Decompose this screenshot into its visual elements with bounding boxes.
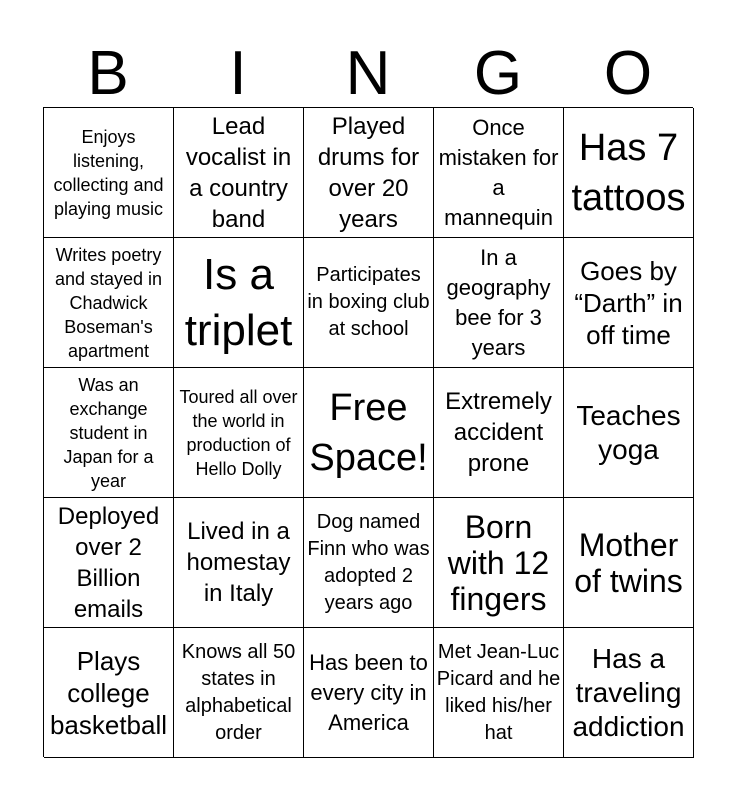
cell-text: Extremely accident prone bbox=[445, 388, 552, 477]
cell-text: Mother of twins bbox=[574, 526, 683, 599]
bingo-cell[interactable] bbox=[174, 628, 304, 758]
bingo-cell[interactable] bbox=[434, 108, 564, 238]
bingo-cell[interactable] bbox=[564, 368, 694, 498]
header-letter-o: O bbox=[603, 39, 653, 108]
header-letter-b: B bbox=[87, 39, 129, 108]
bingo-cell[interactable] bbox=[564, 108, 694, 238]
cell-text: Met Jean-Luc Picard and he liked his/her hat bbox=[436, 640, 561, 744]
cell-text: Has 7 tattoos bbox=[571, 126, 686, 219]
bingo-cell[interactable] bbox=[304, 108, 434, 238]
bingo-cell[interactable] bbox=[434, 238, 564, 368]
cell-text: Has a traveling addiction bbox=[572, 642, 685, 742]
cell-text: Played drums for over 20 years bbox=[317, 112, 420, 233]
bingo-cell[interactable] bbox=[564, 628, 694, 758]
cell-text: Writes poetry and stayed in Chadwick Boseman's apartment bbox=[54, 244, 163, 361]
bingo-cell[interactable] bbox=[564, 498, 694, 628]
cell-text: Is a triplet bbox=[184, 249, 293, 355]
cell-text: Goes by “Darth” in off time bbox=[574, 255, 683, 350]
bingo-header bbox=[43, 39, 693, 108]
bingo-cell[interactable] bbox=[304, 498, 434, 628]
cell-text: Was an exchange student in Japan for a year bbox=[63, 374, 154, 491]
bingo-cell[interactable] bbox=[434, 498, 564, 628]
cell-text: Once mistaken for a mannequin bbox=[438, 114, 559, 230]
bingo-cell[interactable] bbox=[44, 368, 174, 498]
cell-text: Plays college basketball bbox=[49, 645, 168, 740]
bingo-cell[interactable] bbox=[44, 498, 174, 628]
cell-text: Participates in boxing club at school bbox=[307, 264, 430, 340]
cell-text: Teaches yoga bbox=[576, 399, 681, 465]
bingo-cell[interactable] bbox=[44, 108, 174, 238]
bingo-cell[interactable] bbox=[44, 628, 174, 758]
cell-text: Lead vocalist in a country band bbox=[185, 112, 292, 233]
bingo-cell[interactable] bbox=[564, 238, 694, 368]
bingo-cell[interactable] bbox=[174, 368, 304, 498]
cell-text: Enjoys listening, collecting and playing music bbox=[53, 126, 164, 219]
bingo-card-grid bbox=[43, 107, 693, 757]
bingo-cell[interactable] bbox=[304, 238, 434, 368]
cell-text: Born with 12 fingers bbox=[447, 508, 550, 617]
cell-text: Knows all 50 states in alphabetical order bbox=[181, 640, 296, 744]
cell-text: Has been to every city in America bbox=[309, 649, 428, 735]
bingo-cell[interactable] bbox=[174, 108, 304, 238]
bingo-cell[interactable] bbox=[434, 628, 564, 758]
header-letter-i: I bbox=[229, 39, 247, 108]
bingo-cell free-space[interactable] bbox=[304, 368, 434, 498]
bingo-cell[interactable] bbox=[174, 498, 304, 628]
cell-text: Free Space! bbox=[309, 386, 428, 479]
bingo-cell[interactable] bbox=[44, 238, 174, 368]
bingo-cell[interactable] bbox=[304, 628, 434, 758]
cell-text: Dog named Finn who was adopted 2 years ago bbox=[307, 510, 430, 614]
bingo-cell[interactable] bbox=[434, 368, 564, 498]
cell-text: In a geography bee for 3 years bbox=[446, 244, 551, 360]
cell-text: Toured all over the world in production of Hello Dolly bbox=[179, 386, 298, 479]
header-letter-n: N bbox=[345, 39, 391, 108]
header-letter-g: G bbox=[473, 39, 523, 108]
cell-text: Lived in a homestay in Italy bbox=[186, 518, 291, 607]
cell-text: Deployed over 2 Billion emails bbox=[57, 502, 160, 623]
bingo-cell[interactable] bbox=[174, 238, 304, 368]
